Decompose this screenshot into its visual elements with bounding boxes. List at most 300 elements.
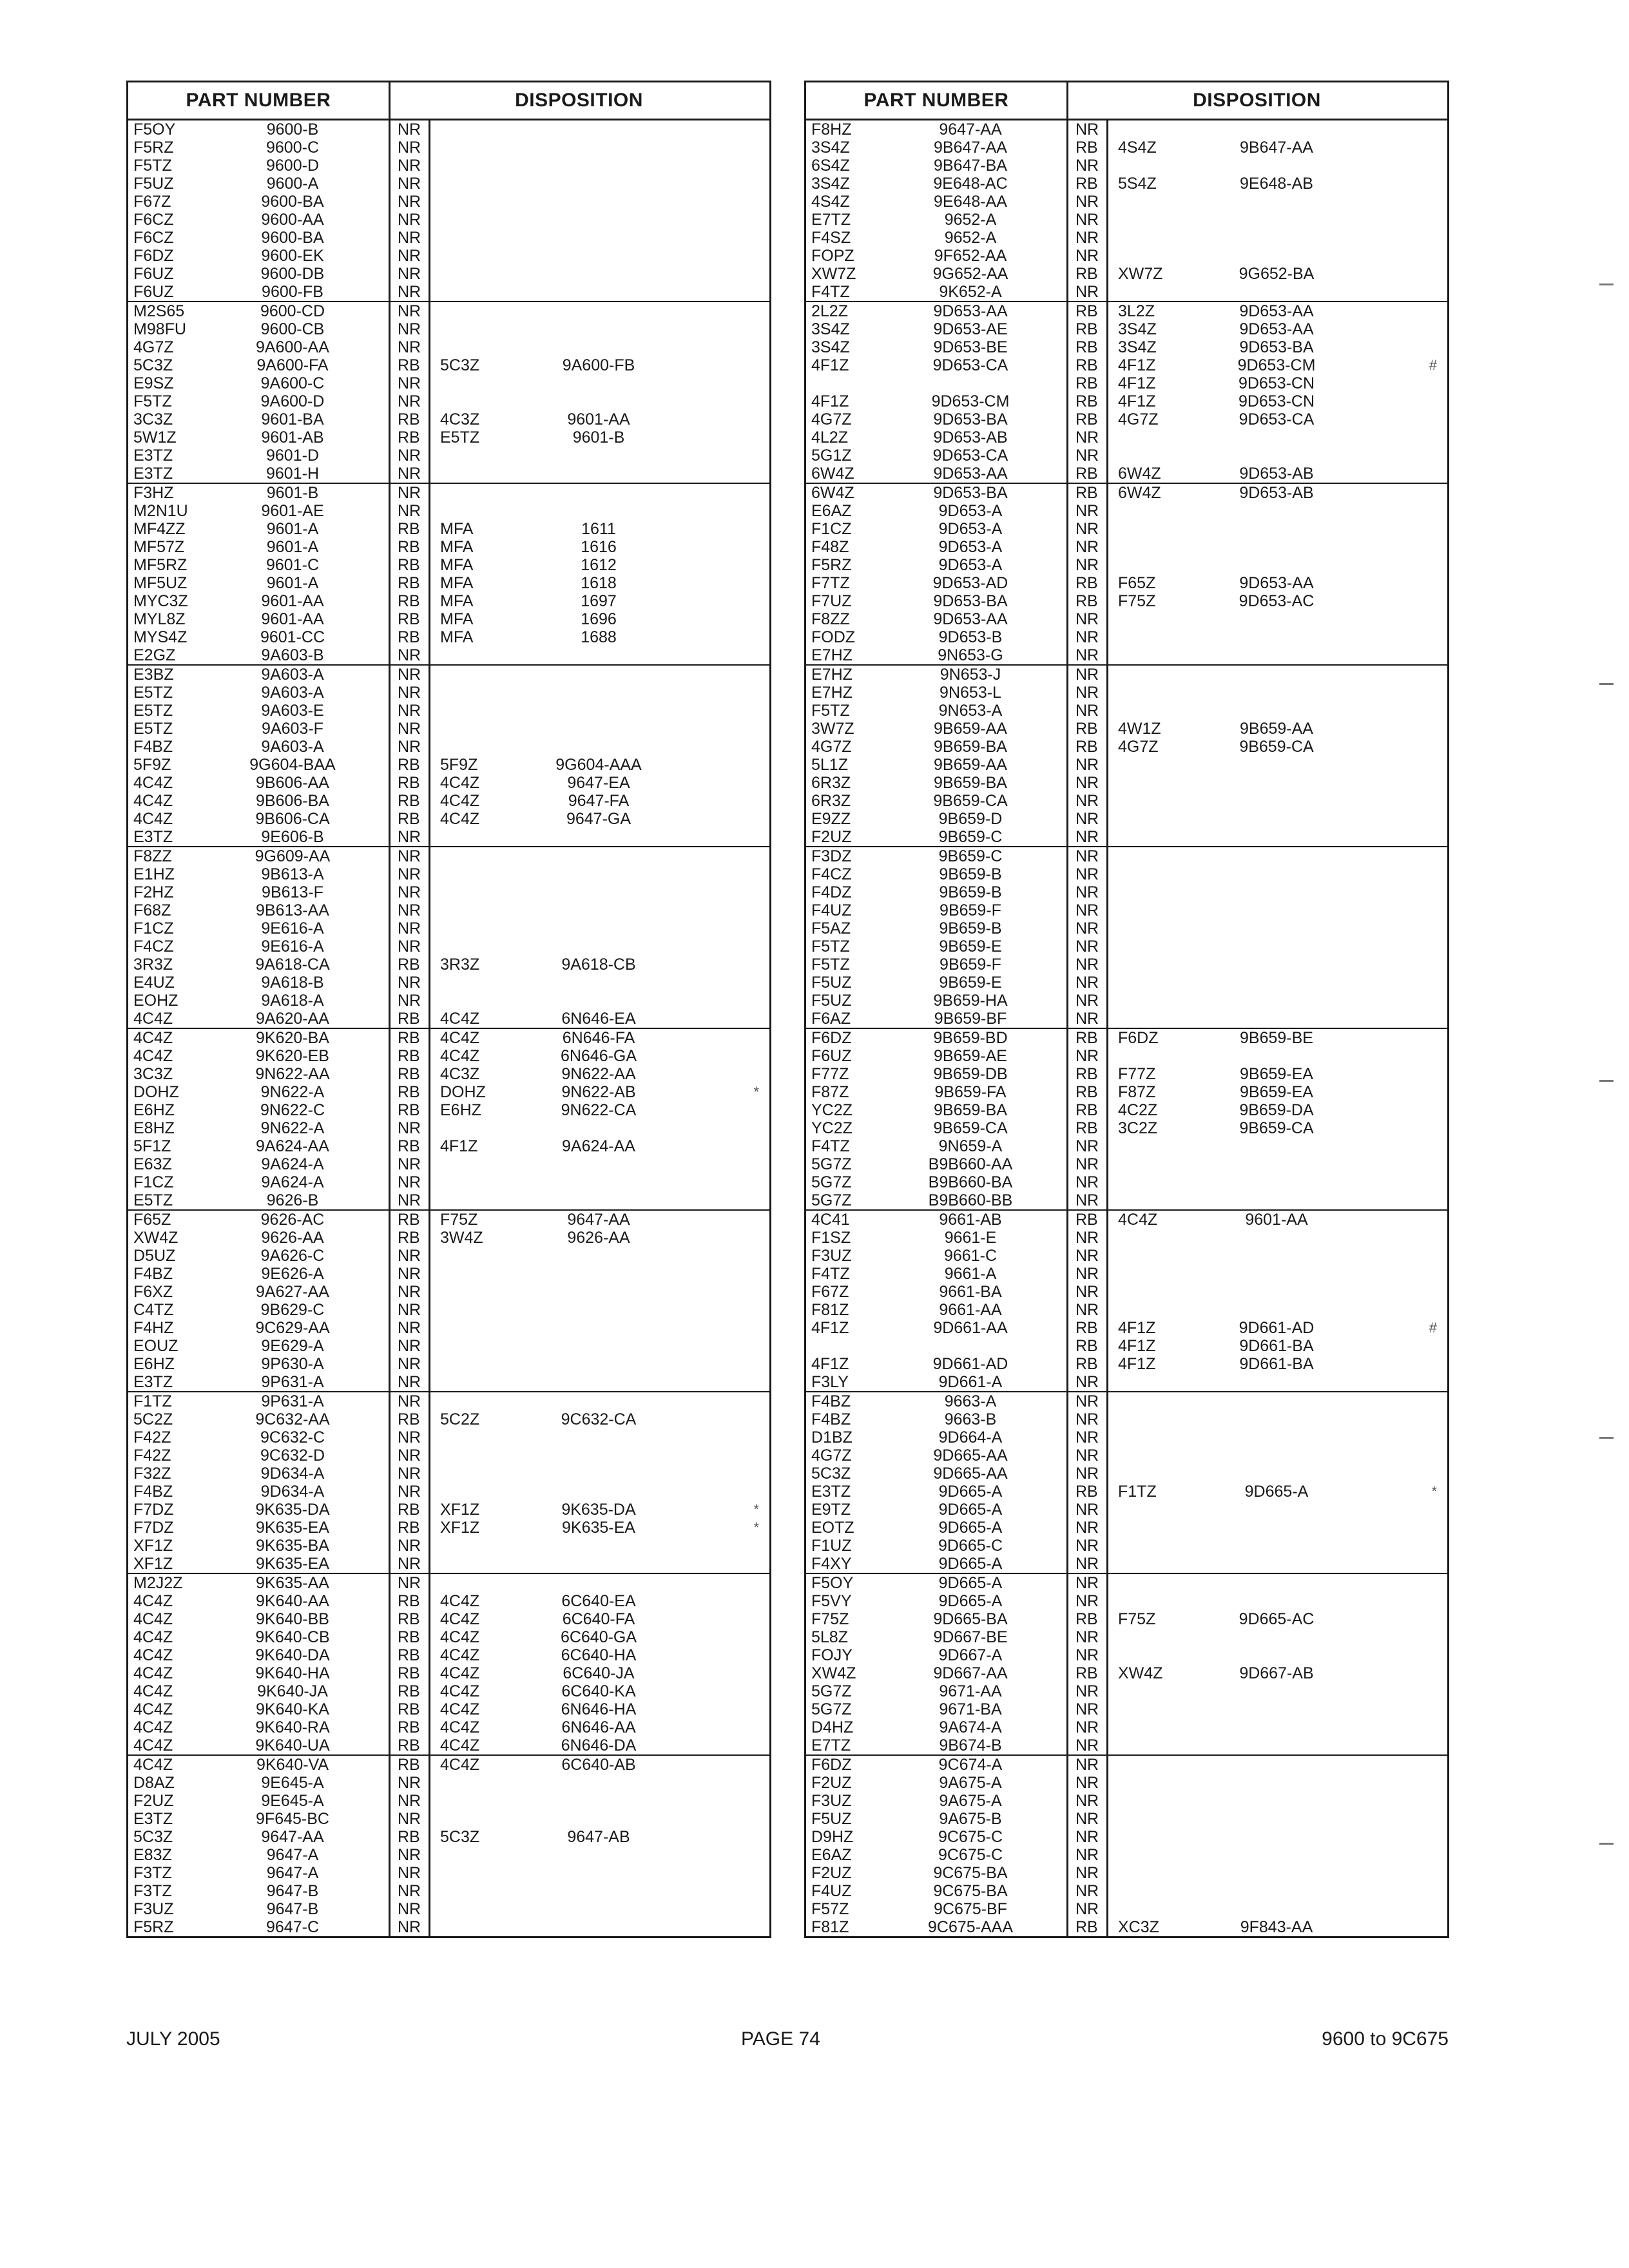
part-prefix: XF1Z [133, 1537, 173, 1555]
table-row [806, 1137, 1447, 1155]
part-prefix: F7TZ [811, 574, 850, 592]
replacement-prefix: 4C4Z [440, 792, 480, 810]
row-group [128, 1392, 769, 1574]
disposition-code: NR [398, 666, 421, 684]
replacement-number: 9647-GA [566, 810, 631, 828]
replacement-number: 9601-B [572, 428, 625, 447]
table-row [128, 1155, 769, 1173]
table-row [806, 1628, 1447, 1646]
part-prefix: E3TZ [133, 465, 173, 483]
table-row [806, 1191, 1447, 1209]
part-prefix: E6AZ [811, 1846, 852, 1864]
part-number: 9A603-F [262, 720, 323, 738]
part-prefix: E5TZ [133, 684, 173, 702]
table-row [128, 1664, 769, 1682]
part-number: 9D661-A [938, 1373, 1003, 1391]
part-number: 9663-A [944, 1392, 997, 1410]
part-prefix: 5C3Z [133, 1828, 173, 1846]
disposition-code: NR [398, 229, 421, 247]
disposition-code: NR [398, 1283, 421, 1301]
disposition-code: NR [398, 211, 421, 229]
part-prefix: 4C4Z [133, 1010, 173, 1028]
part-prefix: 3C3Z [133, 1065, 173, 1083]
disposition-code: RB [1075, 139, 1098, 157]
disposition-code: NR [1075, 502, 1099, 520]
part-number: 9B659-BA [934, 774, 1007, 792]
disposition-code: RB [398, 1628, 420, 1646]
disposition-code: RB [398, 1700, 420, 1718]
disposition-code: NR [398, 247, 421, 265]
part-number: 9K640-JA [257, 1682, 328, 1700]
replacement-number: 6C640-GA [560, 1628, 637, 1646]
table-row [128, 1029, 769, 1047]
part-number: 9A600-C [260, 374, 325, 392]
part-prefix: F5VY [811, 1592, 852, 1610]
part-prefix: 5L8Z [811, 1628, 848, 1646]
disposition-code: RB [398, 356, 420, 374]
replacement-number: 9D653-AA [1239, 574, 1314, 592]
replacement-number: 9A618-CB [561, 956, 636, 974]
part-number: 9K620-BA [256, 1029, 329, 1047]
table-row [806, 919, 1447, 937]
part-number: 9K640-HA [255, 1664, 330, 1682]
table-row [128, 520, 769, 538]
disposition-code: NR [398, 320, 421, 338]
table-row [128, 574, 769, 592]
part-number: 9601-D [266, 447, 319, 465]
replacement-prefix: 4C4Z [440, 1610, 480, 1628]
part-prefix: F6XZ [133, 1283, 173, 1301]
table-row [806, 1756, 1447, 1774]
table-row [128, 592, 769, 610]
table-row [128, 1392, 769, 1410]
part-number: 9D653-AE [933, 320, 1008, 338]
replacement-number: 6C640-HA [561, 1646, 637, 1664]
part-prefix: F5TZ [811, 702, 850, 720]
replacement-number: 1688 [581, 628, 617, 646]
replacement-number: 9A600-FB [562, 356, 635, 374]
part-prefix: F1CZ [133, 919, 174, 937]
part-number: 9B659-C [938, 847, 1003, 865]
replacement-number: 9N622-CA [561, 1101, 637, 1119]
part-number: 9G609-AA [255, 847, 331, 865]
part-number: 9B647-BA [934, 157, 1007, 175]
part-prefix: 6R3Z [811, 774, 851, 792]
part-number: 9B659-E [939, 937, 1002, 956]
table-row [128, 1756, 769, 1774]
table-row [128, 428, 769, 447]
part-prefix: F2UZ [811, 828, 852, 846]
part-number: 9A603-A [261, 684, 324, 702]
disposition-code: RB [398, 1010, 420, 1028]
part-prefix: 4G7Z [811, 738, 852, 756]
part-number: 9D634-A [260, 1465, 325, 1483]
table-row [128, 774, 769, 792]
part-number: 9P631-A [261, 1373, 324, 1391]
table-row [806, 792, 1447, 810]
disposition-code: NR [398, 720, 421, 738]
disposition-code: NR [1075, 229, 1099, 247]
disposition-code: NR [1075, 1592, 1099, 1610]
part-prefix: F3DZ [811, 847, 852, 865]
part-number: 9601-AB [261, 428, 324, 447]
part-prefix: XF1Z [133, 1555, 173, 1573]
part-number: 9D665-A [938, 1574, 1003, 1592]
table-row [128, 810, 769, 828]
disposition-code: NR [1075, 428, 1099, 447]
table-row [806, 1700, 1447, 1718]
table-row [128, 1319, 769, 1337]
disposition-code: RB [398, 1229, 420, 1247]
part-prefix: F1TZ [133, 1392, 172, 1410]
disposition-code: NR [398, 175, 421, 193]
part-number: 9B613-F [262, 883, 323, 901]
replacement-number: 1696 [581, 610, 617, 628]
disposition-code: NR [398, 1810, 421, 1828]
part-prefix: F67Z [811, 1283, 849, 1301]
replacement-prefix: E6HZ [440, 1101, 481, 1119]
table-row [806, 1301, 1447, 1319]
table-row [128, 1119, 769, 1137]
part-number: 9E626-A [261, 1265, 324, 1283]
part-prefix: F4TZ [811, 283, 850, 301]
disposition-code: RB [1075, 574, 1098, 592]
table-row [806, 465, 1447, 483]
disposition-code: RB [1075, 302, 1098, 320]
disposition-code: RB [1075, 1029, 1098, 1047]
replacement-number: 9B659-BE [1240, 1029, 1313, 1047]
table-row [806, 1029, 1447, 1047]
replacement-number: 9647-EA [567, 774, 630, 792]
part-prefix: F4HZ [133, 1319, 174, 1337]
part-number: 9F645-BC [256, 1810, 329, 1828]
table-row [806, 1610, 1447, 1628]
part-number: 9600-C [266, 139, 319, 157]
part-number: 9B659-E [939, 974, 1002, 992]
part-number: 9K640-KA [256, 1700, 329, 1718]
part-number: 9D653-CA [932, 356, 1008, 374]
table-row [806, 1010, 1447, 1028]
part-number: 9E648-AA [934, 193, 1007, 211]
disposition-code: NR [398, 283, 421, 301]
replacement-number: 9G652-BA [1239, 265, 1315, 283]
table-row [128, 666, 769, 684]
disposition-code: NR [398, 120, 421, 139]
disposition-code: NR [1075, 1137, 1099, 1155]
part-number: 9601-A [266, 574, 319, 592]
part-number: 9E648-AC [933, 175, 1008, 193]
part-prefix: F6DZ [133, 247, 174, 265]
row-group [128, 1574, 769, 1756]
replacement-prefix: XF1Z [440, 1501, 480, 1519]
part-number: 9D661-AD [932, 1355, 1008, 1373]
replacement-number: 6C640-FA [562, 1610, 635, 1628]
disposition-code: RB [398, 428, 420, 447]
table-row [128, 756, 769, 774]
part-prefix: E1HZ [133, 865, 175, 883]
part-prefix: EOTZ [811, 1519, 854, 1537]
table-row [806, 320, 1447, 338]
part-prefix: 3W7Z [811, 720, 854, 738]
disposition-code: RB [1075, 265, 1098, 283]
table-row [128, 1828, 769, 1846]
table-row [128, 193, 769, 211]
part-prefix: E9SZ [133, 374, 174, 392]
replacement-number: 9D653-BA [1239, 338, 1314, 356]
disposition-code: RB [398, 610, 420, 628]
margin-mark [1599, 1437, 1614, 1439]
table-row [128, 1682, 769, 1700]
table-row [128, 1428, 769, 1446]
table-row [806, 157, 1447, 175]
part-prefix: 4F1Z [811, 392, 849, 410]
part-prefix: 4C4Z [133, 1682, 173, 1700]
part-prefix: MF5UZ [133, 574, 188, 592]
replacement-number: 6N646-HA [561, 1700, 637, 1718]
part-number: 9600-CB [260, 320, 325, 338]
table-row [128, 1137, 769, 1155]
part-prefix: F3LY [811, 1373, 849, 1391]
part-prefix: 5G7Z [811, 1700, 852, 1718]
table-row [806, 828, 1447, 846]
table-row [128, 1229, 769, 1247]
disposition-code: RB [1075, 720, 1098, 738]
part-prefix: 3S4Z [811, 139, 850, 157]
table-row [806, 1664, 1447, 1682]
part-prefix: D5UZ [133, 1247, 176, 1265]
part-number: 9B659-AE [934, 1047, 1007, 1065]
part-prefix: F6UZ [133, 265, 174, 283]
replacement-prefix: 5S4Z [1118, 175, 1157, 193]
part-number: 9B659-B [939, 919, 1002, 937]
table-row [806, 738, 1447, 756]
part-number: 9D665-A [938, 1483, 1003, 1501]
table-row [128, 1083, 769, 1101]
part-number: 9D653-A [938, 520, 1003, 538]
footer-page-number: PAGE 74 [741, 2028, 820, 2050]
note-mark: # [1429, 1320, 1437, 1336]
part-number: 9B659-D [938, 810, 1003, 828]
disposition-code: NR [1075, 646, 1099, 664]
table-row [128, 484, 769, 502]
part-number: 9600-DB [260, 265, 325, 283]
part-number: 9D665-AA [933, 1465, 1008, 1483]
replacement-prefix: 4C4Z [440, 1646, 480, 1664]
disposition-code: NR [398, 847, 421, 865]
part-prefix: E2GZ [133, 646, 176, 664]
disposition-code: RB [1075, 465, 1098, 483]
part-number: 9A624-AA [256, 1137, 329, 1155]
replacement-prefix: XW7Z [1118, 265, 1163, 283]
disposition-code: NR [398, 1155, 421, 1173]
table-row [128, 1465, 769, 1483]
part-prefix: F5TZ [811, 956, 850, 974]
part-prefix: F5TZ [133, 157, 172, 175]
disposition-code: NR [398, 374, 421, 392]
disposition-code: NR [1075, 520, 1099, 538]
table-row [806, 1355, 1447, 1373]
part-prefix: 4C4Z [133, 1592, 173, 1610]
disposition-code: NR [1075, 247, 1099, 265]
disposition-code: NR [398, 484, 421, 502]
part-prefix: EOUZ [133, 1337, 178, 1355]
table-row [806, 992, 1447, 1010]
replacement-prefix: XF1Z [440, 1519, 480, 1537]
table-row [806, 229, 1447, 247]
table-row [806, 847, 1447, 865]
part-number: 9D665-AA [933, 1446, 1008, 1465]
part-prefix: F6UZ [811, 1047, 852, 1065]
table-row [806, 265, 1447, 283]
part-number: 9D653-BA [933, 592, 1008, 610]
part-number: 9K652-A [939, 283, 1002, 301]
part-prefix: 4L2Z [811, 428, 848, 447]
table-row [806, 1119, 1447, 1137]
table-row [806, 247, 1447, 265]
row-group [128, 1756, 769, 1936]
replacement-prefix: 4G7Z [1118, 410, 1159, 428]
part-number: 9C675-BA [933, 1864, 1008, 1882]
margin-mark [1599, 1080, 1614, 1082]
part-number: 9B659-BA [934, 1101, 1007, 1119]
disposition-code: NR [398, 1301, 421, 1319]
part-prefix: F5UZ [811, 992, 852, 1010]
part-prefix: 4G7Z [811, 410, 852, 428]
part-prefix: E5TZ [133, 1191, 173, 1209]
part-prefix: DOHZ [133, 1083, 179, 1101]
part-number: 9C632-C [260, 1428, 325, 1446]
part-prefix: F42Z [133, 1428, 171, 1446]
table-row [806, 211, 1447, 229]
part-prefix: F8HZ [811, 120, 852, 139]
table-header [806, 82, 1447, 120]
part-number: 9647-B [266, 1882, 319, 1900]
part-number: 9K635-AA [256, 1574, 329, 1592]
table-row [128, 447, 769, 465]
table-row [806, 428, 1447, 447]
part-number: 9B613-AA [256, 901, 329, 919]
disposition-code: NR [1075, 956, 1099, 974]
note-mark: * [753, 1501, 759, 1517]
part-prefix: F4SZ [811, 229, 851, 247]
table-row [806, 1574, 1447, 1592]
part-number: 9C675-C [938, 1846, 1003, 1864]
part-prefix: FOPZ [811, 247, 854, 265]
table-row [128, 1173, 769, 1191]
part-prefix: F4BZ [133, 1265, 173, 1283]
disposition-code: RB [398, 774, 420, 792]
table-row [128, 410, 769, 428]
disposition-code: RB [398, 1519, 420, 1537]
part-prefix: F1SZ [811, 1229, 851, 1247]
replacement-prefix: F1TZ [1118, 1483, 1157, 1501]
part-prefix: F3UZ [811, 1792, 852, 1810]
part-prefix: F7DZ [133, 1501, 174, 1519]
table-row [128, 302, 769, 320]
replacement-number: 9B659-DA [1239, 1101, 1314, 1119]
table-row [806, 502, 1447, 520]
replacement-prefix: DOHZ [440, 1083, 486, 1101]
disposition-code: RB [1075, 738, 1098, 756]
table-row [806, 592, 1447, 610]
disposition-code: RB [398, 538, 420, 556]
replacement-prefix: F6DZ [1118, 1029, 1159, 1047]
left-parts-table [126, 81, 771, 1938]
row-group [128, 666, 769, 847]
disposition-code: NR [398, 992, 421, 1010]
replacement-number: 9626-AA [567, 1229, 630, 1247]
disposition-code: RB [1075, 1610, 1098, 1628]
part-prefix: E3TZ [133, 1373, 173, 1391]
table-row [806, 720, 1447, 738]
part-number: 9652-A [944, 229, 997, 247]
part-prefix: 4C4Z [133, 1610, 173, 1628]
part-prefix: 3S4Z [811, 338, 850, 356]
part-prefix: F5OY [133, 120, 176, 139]
row-group [806, 1029, 1447, 1211]
disposition-code: RB [1075, 1119, 1098, 1137]
part-number: 9647-A [266, 1846, 319, 1864]
disposition-code: RB [398, 1083, 420, 1101]
replacement-number: 9647-AA [567, 1211, 630, 1229]
part-prefix: MF57Z [133, 538, 185, 556]
part-prefix: 4C4Z [133, 774, 173, 792]
part-number: 9D653-A [938, 556, 1003, 574]
disposition-code: NR [398, 1792, 421, 1810]
part-number: 9601-A [266, 538, 319, 556]
part-number: 9647-AA [261, 1828, 324, 1846]
table-row [128, 283, 769, 301]
disposition-code: RB [398, 792, 420, 810]
table-row [128, 738, 769, 756]
replacement-prefix: 3S4Z [1118, 338, 1157, 356]
part-prefix: 5C2Z [133, 1410, 173, 1428]
part-prefix: F5UZ [133, 175, 174, 193]
disposition-code: NR [398, 302, 421, 320]
disposition-code: RB [398, 1592, 420, 1610]
table-row [806, 302, 1447, 320]
part-prefix: M2S65 [133, 302, 185, 320]
replacement-number: 9D653-CM [1237, 356, 1316, 374]
part-prefix: E7HZ [811, 646, 853, 664]
disposition-code: NR [398, 1247, 421, 1265]
part-number: 9601-H [266, 465, 319, 483]
table-row [806, 1410, 1447, 1428]
replacement-number: 9D653-CA [1239, 410, 1315, 428]
disposition-code: NR [398, 1537, 421, 1555]
replacement-number: 9D653-CN [1238, 392, 1315, 410]
part-number: 9K635-DA [255, 1501, 330, 1519]
part-number: 9B606-CA [255, 810, 330, 828]
disposition-code: NR [398, 1428, 421, 1446]
table-row [128, 1247, 769, 1265]
part-prefix: F4CZ [811, 865, 852, 883]
part-prefix: F6CZ [133, 229, 174, 247]
part-number: 9E616-A [261, 937, 324, 956]
part-prefix: 5G7Z [811, 1155, 852, 1173]
part-number: 9A618-A [261, 992, 324, 1010]
disposition-code: RB [1075, 392, 1098, 410]
part-prefix: F42Z [133, 1446, 171, 1465]
part-prefix: F3TZ [133, 1882, 172, 1900]
part-prefix: F6AZ [811, 1010, 851, 1028]
part-number: 9D665-A [938, 1592, 1003, 1610]
table-row [128, 1792, 769, 1810]
disposition-code: NR [1075, 1810, 1099, 1828]
disposition-code: RB [1075, 1211, 1098, 1229]
disposition-code: NR [1075, 1373, 1099, 1391]
part-prefix: 4F1Z [811, 1319, 849, 1337]
